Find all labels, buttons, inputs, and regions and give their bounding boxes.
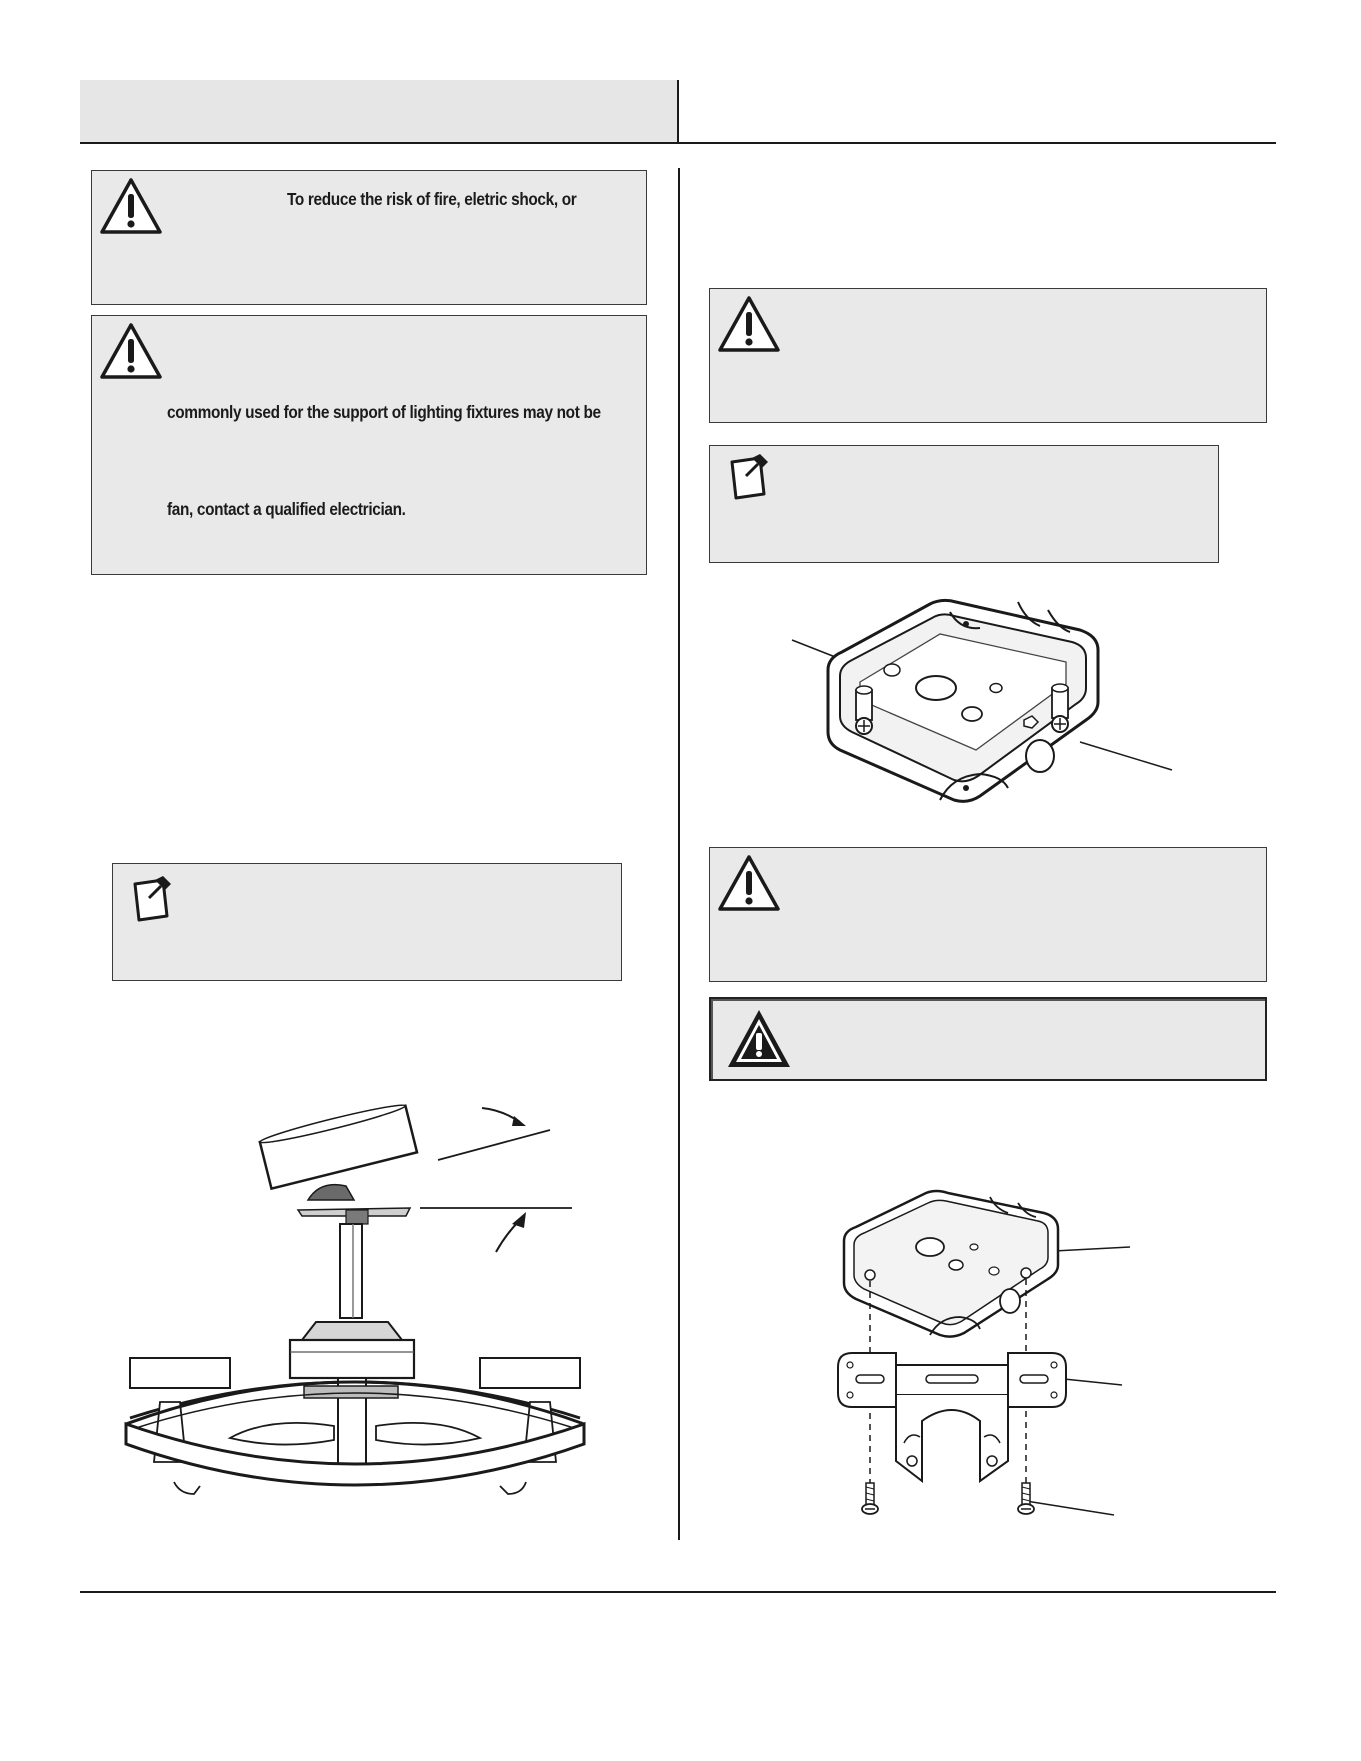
header-section-title-bar <box>80 80 677 142</box>
warning-box-right-1 <box>709 288 1267 423</box>
column-divider <box>678 168 680 1540</box>
footer-rule <box>80 1591 1276 1593</box>
danger-box-right <box>709 997 1267 1081</box>
warning-box-support <box>91 315 647 575</box>
note-box-left <box>112 863 622 981</box>
warning-triangle-icon <box>716 294 782 354</box>
note-pushpin-icon <box>726 452 772 502</box>
warning-text-line: To reduce the risk of fire, eletric shock, or <box>287 189 577 209</box>
sloped-ceiling-fan-illustration <box>120 1090 590 1510</box>
note-box-right <box>709 445 1219 563</box>
outlet-box-illustration <box>780 590 1180 820</box>
warning-triangle-filled-icon <box>725 1007 793 1071</box>
warning-box-fire-risk <box>91 170 647 305</box>
warning-box-right-2 <box>709 847 1267 982</box>
warning-text-line: fan, contact a qualified electrician. <box>167 499 406 519</box>
outlet-box-bracket-screws-illustration <box>830 1185 1150 1520</box>
warning-text-line: commonly used for the support of lighting fixtures may not be <box>167 402 601 422</box>
header-divider <box>677 80 679 144</box>
warning-triangle-icon <box>98 321 164 381</box>
note-pushpin-icon <box>129 874 175 924</box>
warning-triangle-icon <box>98 176 164 236</box>
warning-triangle-icon <box>716 853 782 913</box>
